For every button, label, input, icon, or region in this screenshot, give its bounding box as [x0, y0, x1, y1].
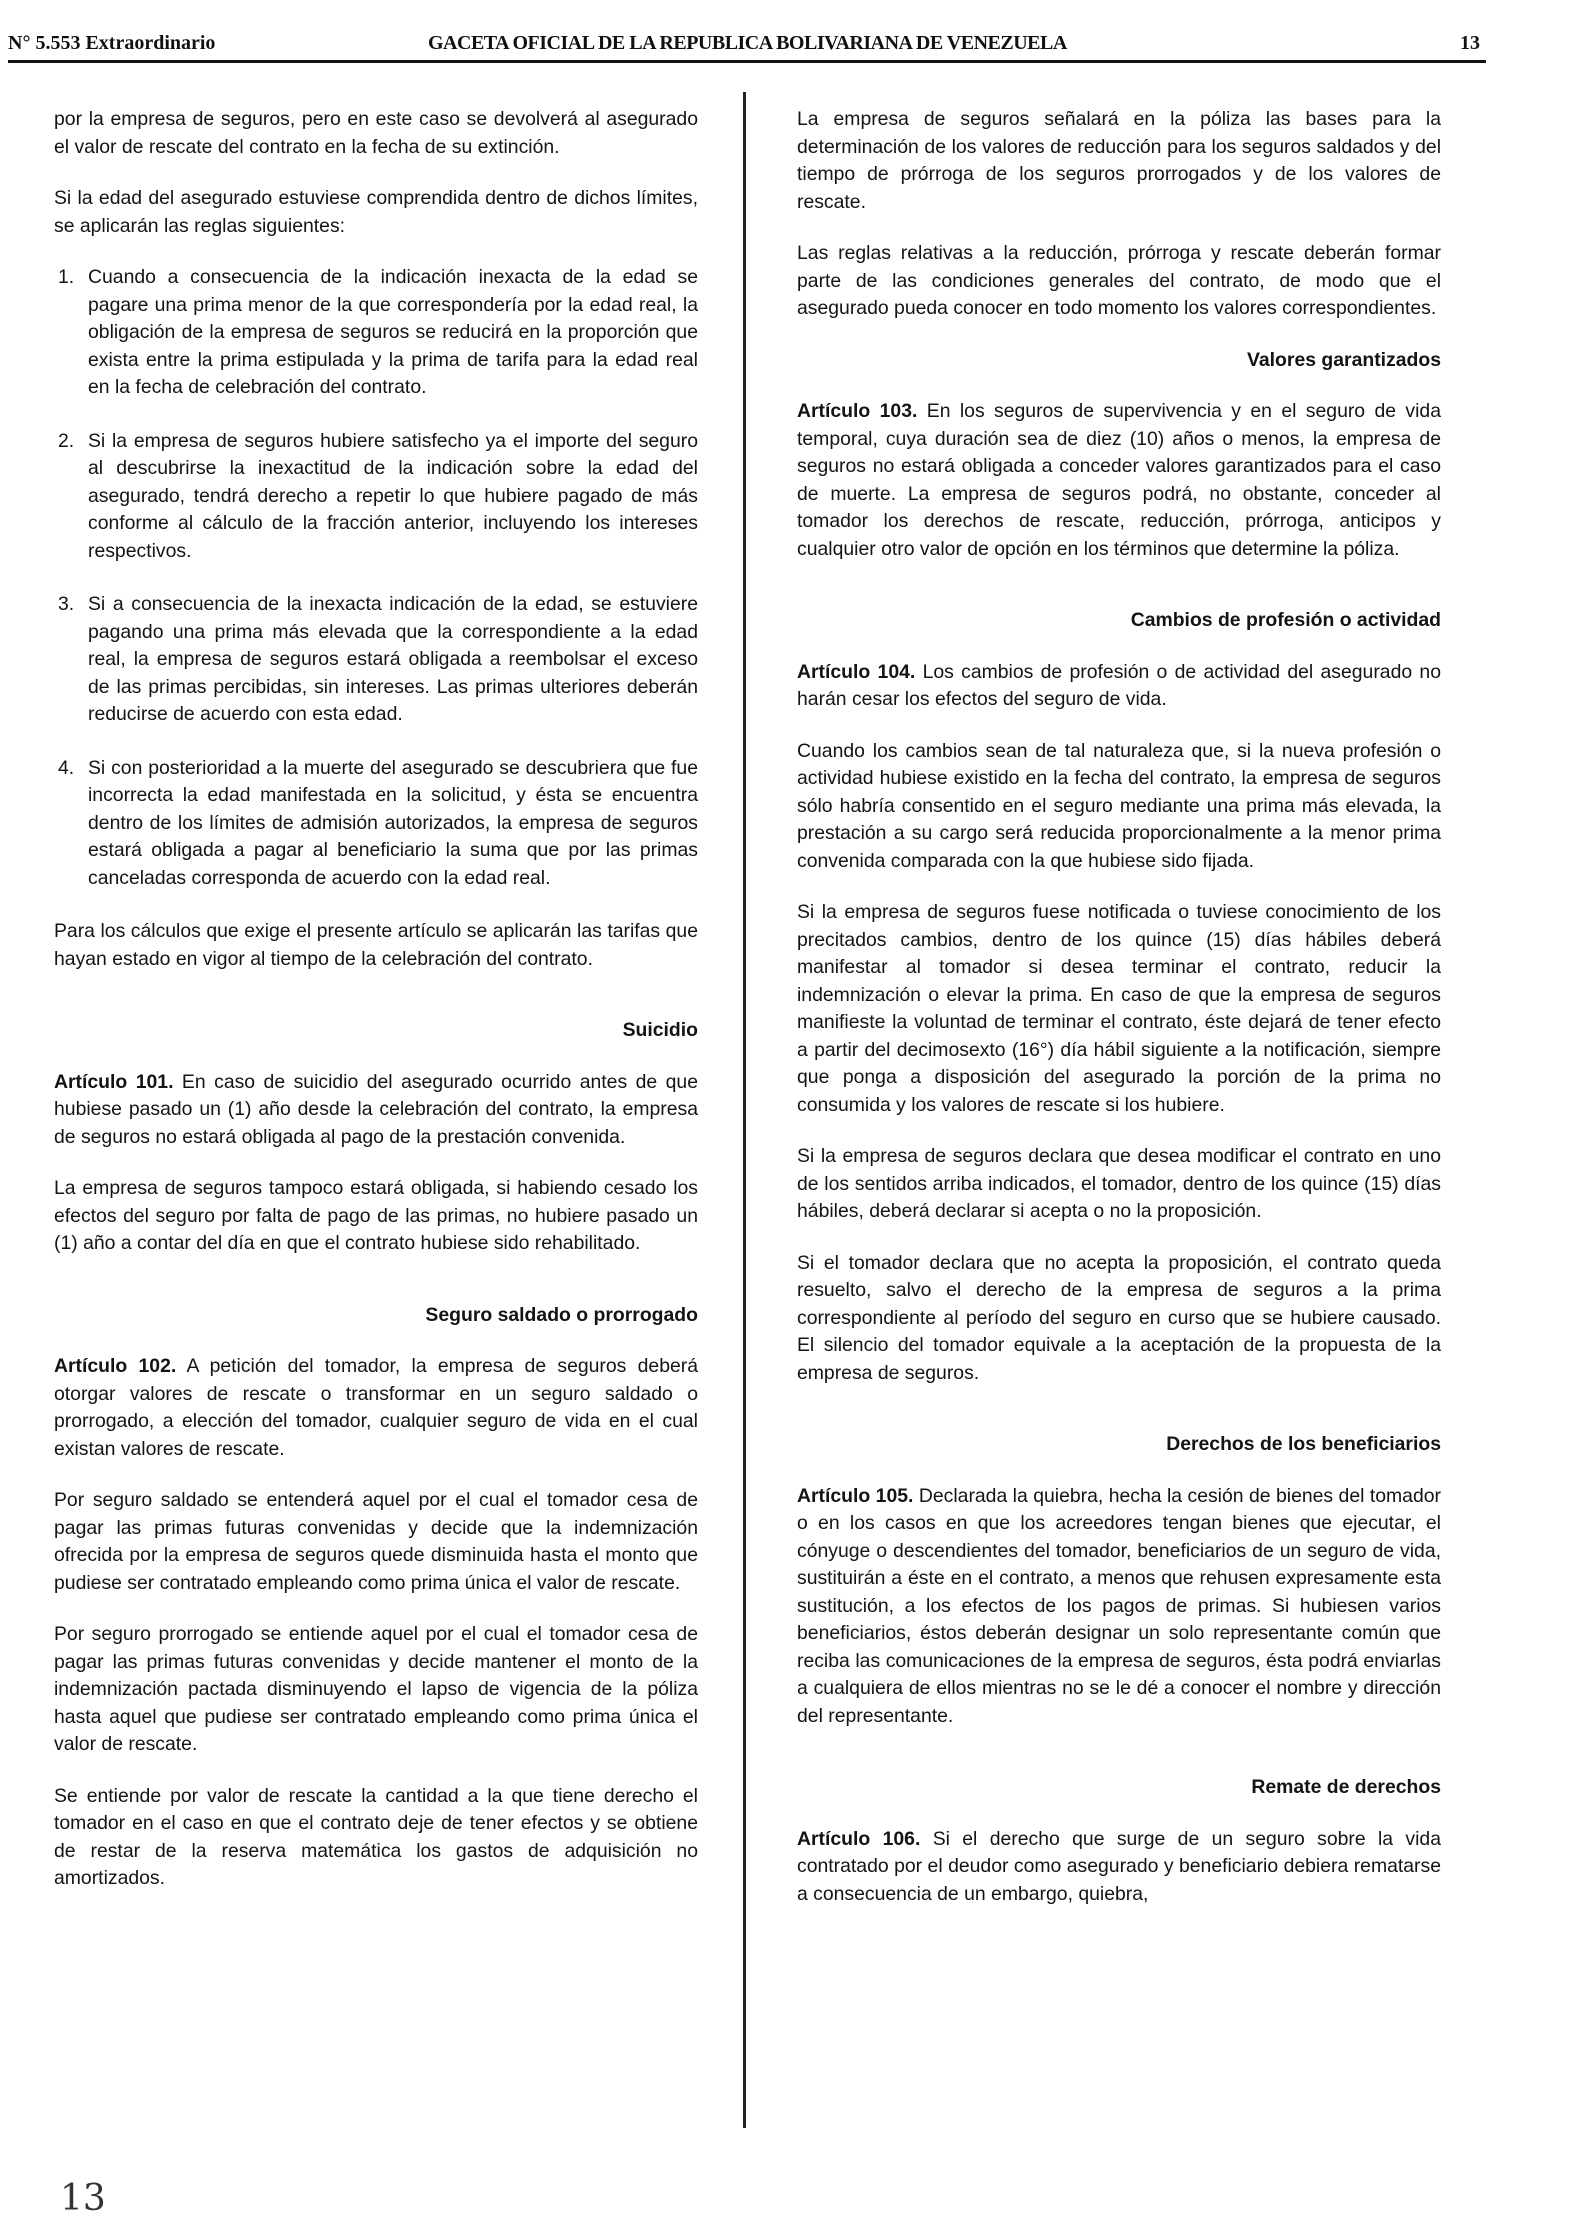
list-item	[54, 755, 698, 893]
list-number: 2.	[58, 429, 75, 452]
rules-list	[54, 264, 698, 892]
list-number: 3.	[58, 593, 75, 615]
list-number: 1.	[58, 266, 75, 288]
article-102	[54, 1353, 698, 1463]
section-heading-valores: Valores garantizados	[1247, 348, 1441, 371]
article-102-paragraph-4: Se entiende por valor de rescate la cantidad a la que tiene derecho el tomador en el caso en que el contrato deje de tener efectos y se obtiene de restar de la reserva matemática los gastos de adquisición no amortizados.	[54, 1784, 698, 1889]
section-heading-remate: Remate de derechos	[1251, 1776, 1441, 1798]
list-item	[54, 428, 698, 566]
calc-paragraph: Para los cálculos que exige el presente artículo se aplicarán las tarifas que hayan estado en vigor al tiempo de la celebración del contrato.	[54, 920, 698, 970]
list-text: Si la empresa de seguros hubiere satisfecho ya el importe del seguro al descubrirse la inexactitud de la indicación sobre la edad del asegurado, tendrá derecho a repetir lo que hubiere pagado de más conforme al cálculo de la fracción anterior, incluyendo los intereses respectivos.	[88, 429, 698, 562]
article-text: En caso de suicidio del asegurado ocurrido antes de que hubiese pasado un (1) año desde la celebración del contrato, la empresa de seguros no estará obligada al pago de la prestación convenida.	[54, 1070, 698, 1148]
article-104-paragraph-3: Si la empresa de seguros fuese notificada o tuviese conocimiento de los precitados cambios, dentro de los quince (15) días hábiles deberá manifestar al tomador si desea terminar el contrato, reducir la indemnización o elevar la prima. En caso de que la empresa de seguros manifieste la voluntad de terminar el contrato, éste dejará de tener efecto a partir del decimosexto (16°) día hábil siguiente a la notificación, siempre que ponga a disposición del asegurado la porción de la prima no consumida y los valores de rescate si los hubiere.	[797, 901, 1441, 1116]
article-104-paragraph-2: Cuando los cambios sean de tal naturaleza que, si la nueva profesión o actividad hubiese existido en la fecha del contrato, la empresa de seguros sólo habría consentido en el seguro mediante una prima más elevada, la prestación a su cargo será reducida proporcionalmente a la menor prima convenida comparada con la que hubiese sido fijada.	[797, 739, 1441, 872]
list-number: 4.	[58, 756, 75, 779]
article-104	[797, 659, 1441, 714]
paragraph-1: La empresa de seguros señalará en la póliza las bases para la determinación de los valores de reducción para los seguros saldados y del tiempo de prórroga de los seguros prorrogados y de los valores de rescate.	[797, 108, 1441, 213]
article-text: Los cambios de profesión o de actividad del asegurado no harán cesar los efectos del seguro de vida.	[797, 660, 1441, 710]
gazette-title: GACETA OFICIAL DE LA REPUBLICA BOLIVARIANA DE VENEZUELA	[428, 32, 1067, 54]
article-104-paragraph-4: Si la empresa de seguros declara que desea modificar el contrato en uno de los sentidos arriba indicados, el tomador, dentro de los quince (15) días hábiles, deberá declarar si acepta o no la proposición.	[797, 1145, 1441, 1222]
column-divider	[743, 92, 746, 2128]
article-label: Artículo 103.	[797, 400, 918, 422]
left-column	[54, 106, 698, 1917]
article-text: A petición del tomador, la empresa de seguros deberá otorgar valores de rescate o transformar en un seguro saldado o prorrogado, a elección del tomador, cualquier seguro de vida en el cual existan valores de rescate.	[54, 1355, 699, 1460]
list-text: Cuando a consecuencia de la indicación inexacta de la edad se pagare una prima menor de la que correspondería por la edad real, la obligación de la empresa de seguros se reducirá en la proporción que exista entre la prima estipulada y la prima de tarifa para la edad real en la fecha de celebración del contrato.	[88, 266, 698, 398]
article-103	[797, 398, 1441, 563]
section-heading-suicidio: Suicidio	[622, 1019, 698, 1041]
article-104-paragraph-5: Si el tomador declara que no acepta la proposición, el contrato queda resuelto, salvo el derecho de la empresa de seguros a la prima correspondiente al período del seguro en curso que se hubiere causado. El silencio del tomador equivale a la aceptación de la propuesta de la empresa de seguros.	[797, 1251, 1441, 1384]
article-label: Artículo 104.	[797, 660, 916, 683]
section-heading-saldado: Seguro saldado o prorrogado	[425, 1303, 698, 1326]
list-text: Si con posterioridad a la muerte del asegurado se descubriera que fue incorrecta la edad manifestada en la solicitud, y ésta se encuentra dentro de los límites de admisión autorizados, la empresa de seguros estará obligada a pagar al beneficiario la suma que por las primas canceladas corresponda de acuerdo con la edad real.	[88, 756, 698, 889]
list-item	[54, 264, 698, 402]
rules-intro: Si la edad del asegurado estuviese comprendida dentro de dichos límites, se aplicarán las reglas siguientes:	[54, 187, 698, 237]
list-item	[54, 591, 698, 729]
section-heading-derechos: Derechos de los beneficiarios	[1166, 1433, 1441, 1455]
paragraph-2: Las reglas relativas a la reducción, prórroga y rescate deberán formar parte de las condiciones generales del contrato, de modo que el asegurado pueda conocer en todo momento los valores correspondientes.	[797, 242, 1441, 319]
intro-paragraph: por la empresa de seguros, pero en este caso se devolverá al asegurado el valor de rescate del contrato en la fecha de su extinción.	[54, 108, 698, 158]
article-101-paragraph-2: La empresa de seguros tampoco estará obligada, si habiendo cesado los efectos del seguro por falta de pago de las primas, no hubiere pasado un (1) año a contar del día en que el contrato hubiese sido rehabilitado.	[54, 1177, 698, 1254]
list-text: Si a consecuencia de la inexacta indicación de la edad, se estuviere pagando una prima más elevada que la correspondiente a la edad real, la empresa de seguros estará obligada a reembolsar el exceso de las primas percibidas, sin intereses. Las primas ulteriores deberán reducirse de acuerdo con esta edad.	[88, 593, 698, 725]
article-label: Artículo 102.	[54, 1355, 177, 1377]
issue-number: N° 5.553 Extraordinario	[8, 32, 216, 54]
article-105	[797, 1483, 1441, 1731]
handwritten-page-mark: 13	[60, 2178, 106, 2219]
section-heading-cambios: Cambios de profesión o actividad	[1130, 609, 1441, 631]
article-label: Artículo 106.	[797, 1827, 921, 1850]
article-text: Si el derecho que surge de un seguro sobre la vida contratado por el deudor como asegurado y beneficiario debiera rematarse a consecuencia de un embargo, quiebra,	[797, 1827, 1441, 1905]
article-text: Declarada la quiebra, hecha la cesión de bienes del tomador o en los casos en que los acreedores tengan bienes que ejecutar, el cónyuge o descendientes del tomador, beneficiarios de un seguro de vida, sustituirán a éste en el contrato, a menos que rehusen expresamente esta sustitución, a los efectos de los pagos de primas. Si hubiesen varios beneficiarios, éstos deberán designar un solo representante común que reciba las comunicaciones de la empresa de seguros, ésta podrá enviarlas a cualquiera de ellos mientras no se le dé a conocer el nombre y dirección del representante.	[797, 1484, 1441, 1727]
right-column	[797, 106, 1441, 1932]
article-102-paragraph-3: Por seguro prorrogado se entiende aquel por el cual el tomador cesa de pagar las primas futuras convenidas y decide mantener el monto de la indemnización pactada disminuyendo el lapso de vigencia de la póliza hasta aquel que pudiese ser contratado empleando como prima única el valor de rescate.	[54, 1623, 698, 1755]
article-106	[797, 1826, 1441, 1909]
page-number: 13	[1460, 32, 1480, 54]
article-label: Artículo 101.	[54, 1070, 174, 1093]
article-text: En los seguros de supervivencia y en el seguro de vida temporal, cuya duración sea de diez (10) años o menos, la empresa de seguros no estará obligada a conceder valores garantizados para el caso de muerte. La empresa de seguros podrá, no obstante, conceder al tomador los derechos de rescate, reducción, prórroga, anticipos y cualquier otro valor de opción en los términos que determine la póliza.	[797, 400, 1441, 560]
article-102-paragraph-2: Por seguro saldado se entenderá aquel por el cual el tomador cesa de pagar las primas futuras convenidas y decide que la indemnización ofrecida por la empresa de seguros quede disminuida hasta el monto que pudiese ser contratado empleando como prima única el valor de rescate.	[54, 1489, 698, 1594]
article-101	[54, 1069, 698, 1152]
article-label: Artículo 105.	[797, 1484, 914, 1507]
gazette-header	[8, 30, 1486, 63]
